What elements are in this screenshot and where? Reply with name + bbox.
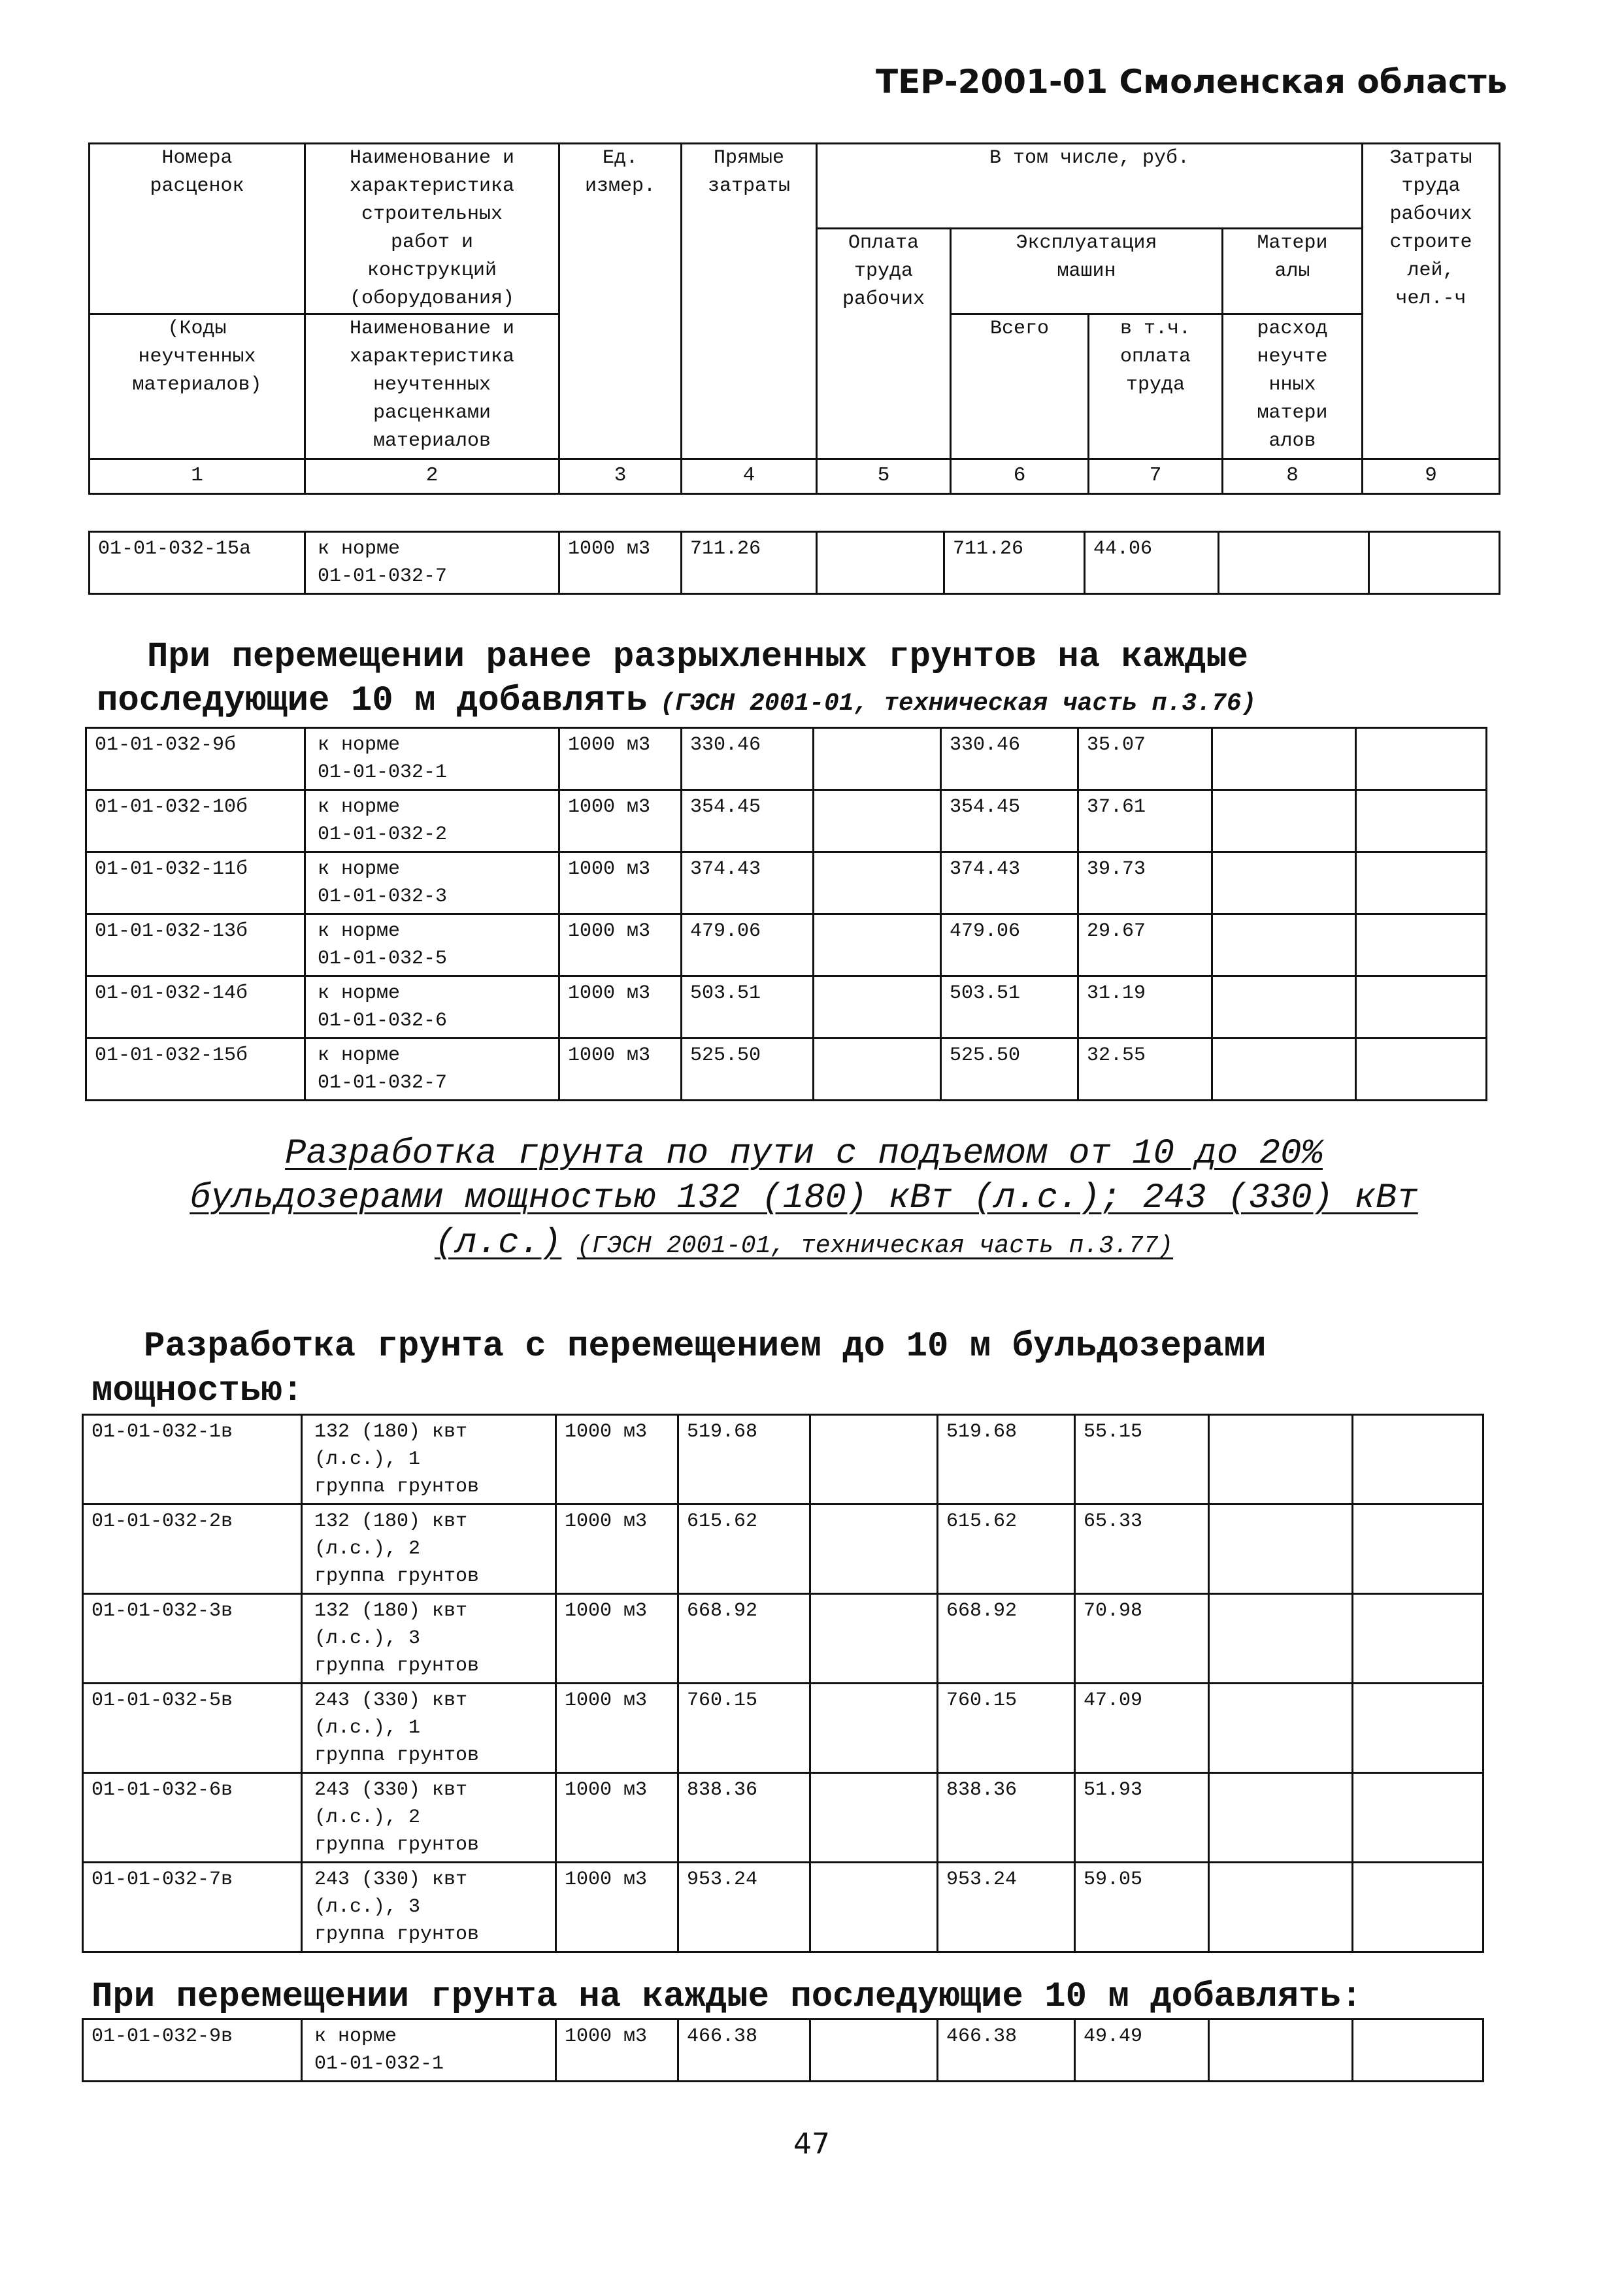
table-row — [83, 1773, 1483, 1863]
table-row — [86, 914, 1487, 976]
section1-heading-text: последующие 10 м добавлять — [97, 681, 648, 721]
rate-table-top — [88, 531, 1500, 595]
rate-hours — [1353, 1773, 1483, 1863]
rate-unit: 1000 м3 — [556, 1415, 678, 1504]
col-labor-header: Оплата труда рабочих — [817, 229, 951, 459]
rate-machines-cost: 374.43 — [941, 852, 1078, 914]
rate-name: 243 (330) квт (л.с.), 2 группа грунтов — [302, 1773, 556, 1863]
rate-code: 01-01-032-13б — [86, 914, 305, 976]
rate-machine-labor: 70.98 — [1075, 1594, 1209, 1684]
rate-labor-cost — [814, 790, 941, 852]
col-number: 3 — [559, 459, 682, 494]
rate-unit: 1000 м3 — [559, 976, 682, 1039]
rate-labor-cost — [810, 1415, 938, 1504]
rate-machines-cost: 838.36 — [938, 1773, 1075, 1863]
rate-name: к норме 01-01-032-7 — [305, 532, 559, 594]
section3-heading-line2: мощностью: — [91, 1371, 304, 1411]
rate-name: к норме 01-01-032-1 — [305, 728, 559, 790]
rate-direct-cost: 953.24 — [678, 1863, 810, 1952]
rate-machine-labor: 65.33 — [1075, 1504, 1209, 1594]
col-number: 1 — [90, 459, 305, 494]
rate-machine-labor: 47.09 — [1075, 1684, 1209, 1773]
rate-machine-labor: 49.49 — [1075, 2020, 1209, 2082]
rate-hours — [1356, 790, 1487, 852]
rate-unit: 1000 м3 — [556, 2020, 678, 2082]
document-title: ТЕР-2001-01 Смоленская область — [876, 63, 1508, 101]
page-number: 47 — [793, 2127, 830, 2161]
section2-title-line3 — [91, 1223, 1516, 1263]
rate-unit: 1000 м3 — [556, 1684, 678, 1773]
rate-hours — [1356, 1039, 1487, 1101]
rate-machines-cost: 668.92 — [938, 1594, 1075, 1684]
table-row — [86, 852, 1487, 914]
col-unit-header: Ед. измер. — [559, 144, 682, 459]
rate-code: 01-01-032-1в — [83, 1415, 302, 1504]
rate-machine-labor: 37.61 — [1078, 790, 1212, 852]
rate-code: 01-01-032-6в — [83, 1773, 302, 1863]
rate-unit: 1000 м3 — [559, 532, 682, 594]
rate-labor-cost — [810, 2020, 938, 2082]
rate-materials — [1219, 532, 1369, 594]
rate-hours — [1353, 1594, 1483, 1684]
col-material-usage-header: расход неучте нных матери алов — [1223, 314, 1363, 459]
col-number: 8 — [1223, 459, 1363, 494]
rate-hours — [1353, 1415, 1483, 1504]
rate-materials — [1212, 790, 1356, 852]
section2-title-units: (л.с.) — [434, 1223, 562, 1263]
rate-direct-cost: 525.50 — [682, 1039, 814, 1101]
table-row — [83, 2020, 1483, 2082]
rate-machine-labor: 55.15 — [1075, 1415, 1209, 1504]
rate-code: 01-01-032-10б — [86, 790, 305, 852]
rate-direct-cost: 519.68 — [678, 1415, 810, 1504]
rate-machines-cost: 354.45 — [941, 790, 1078, 852]
rate-hours — [1353, 2020, 1483, 2082]
rate-direct-cost: 354.45 — [682, 790, 814, 852]
col-machines-header: Эксплуатация машин — [951, 229, 1223, 314]
rate-machines-cost: 525.50 — [941, 1039, 1078, 1101]
rate-machine-labor: 31.19 — [1078, 976, 1212, 1039]
section1-heading-line2 — [97, 681, 1256, 721]
rate-machine-labor: 35.07 — [1078, 728, 1212, 790]
rate-machines-cost: 503.51 — [941, 976, 1078, 1039]
rate-machines-cost: 330.46 — [941, 728, 1078, 790]
rate-direct-cost: 615.62 — [678, 1504, 810, 1594]
table-row — [83, 1504, 1483, 1594]
rate-code: 01-01-032-11б — [86, 852, 305, 914]
rate-hours — [1353, 1863, 1483, 1952]
rate-machines-cost: 711.26 — [944, 532, 1085, 594]
rate-materials — [1209, 1504, 1353, 1594]
table-row — [83, 1684, 1483, 1773]
rate-code: 01-01-032-15а — [90, 532, 305, 594]
rate-labor-cost — [810, 1863, 938, 1952]
rate-name: к норме 01-01-032-2 — [305, 790, 559, 852]
rate-code: 01-01-032-3в — [83, 1594, 302, 1684]
col-number: 9 — [1363, 459, 1500, 494]
col-number: 6 — [951, 459, 1089, 494]
table-row — [86, 976, 1487, 1039]
rate-materials — [1212, 976, 1356, 1039]
col-unaccounted-codes-header: (Коды неучтенных материалов) — [90, 314, 305, 459]
rate-name: 132 (180) квт (л.с.), 2 группа грунтов — [302, 1504, 556, 1594]
col-number: 4 — [682, 459, 817, 494]
rate-machine-labor: 51.93 — [1075, 1773, 1209, 1863]
rate-labor-cost — [817, 532, 944, 594]
rate-labor-cost — [814, 852, 941, 914]
section2-title-line2: бульдозерами мощностью 132 (180) кВт (л.с.); 243 (330) кВт — [190, 1178, 1418, 1218]
rate-direct-cost: 330.46 — [682, 728, 814, 790]
rate-machines-cost: 466.38 — [938, 2020, 1075, 2082]
rate-unit: 1000 м3 — [556, 1863, 678, 1952]
table-row — [86, 790, 1487, 852]
rate-labor-cost — [810, 1504, 938, 1594]
rate-hours — [1356, 728, 1487, 790]
rate-machine-labor: 59.05 — [1075, 1863, 1209, 1952]
section1-reference: (ГЭСН 2001-01, техническая часть п.3.76) — [660, 690, 1257, 718]
col-machine-labor-header: в т.ч. оплата труда — [1089, 314, 1223, 459]
rate-materials — [1212, 728, 1356, 790]
rate-table-section1 — [85, 727, 1487, 1101]
section3-heading-line1: Разработка грунта с перемещением до 10 м бульдозерами — [144, 1327, 1267, 1367]
rate-machines-cost: 953.24 — [938, 1863, 1075, 1952]
rate-materials — [1212, 852, 1356, 914]
rate-materials — [1209, 1684, 1353, 1773]
section2-title-line1: Разработка грунта по пути с подъемом от 10 до 20% — [285, 1134, 1323, 1174]
rate-name: 243 (330) квт (л.с.), 3 группа грунтов — [302, 1863, 556, 1952]
rate-materials — [1209, 1594, 1353, 1684]
col-number: 7 — [1089, 459, 1223, 494]
col-number: 2 — [305, 459, 559, 494]
col-codes-header: Номера расценок — [90, 144, 305, 314]
rate-name: к норме 01-01-032-1 — [302, 2020, 556, 2082]
rate-labor-cost — [814, 976, 941, 1039]
rate-unit: 1000 м3 — [556, 1773, 678, 1863]
table-row — [86, 1039, 1487, 1101]
rate-materials — [1209, 1415, 1353, 1504]
section2-reference: (ГЭСН 2001-01, техническая часть п.3.77) — [576, 1232, 1174, 1260]
rate-hours — [1356, 976, 1487, 1039]
rate-code: 01-01-032-9в — [83, 2020, 302, 2082]
rate-code: 01-01-032-2в — [83, 1504, 302, 1594]
rate-unit: 1000 м3 — [559, 728, 682, 790]
rate-machine-labor: 32.55 — [1078, 1039, 1212, 1101]
rate-materials — [1212, 1039, 1356, 1101]
rate-unit: 1000 м3 — [559, 790, 682, 852]
rate-code: 01-01-032-7в — [83, 1863, 302, 1952]
rate-hours — [1353, 1504, 1483, 1594]
rate-materials — [1209, 2020, 1353, 2082]
rate-machines-cost: 519.68 — [938, 1415, 1075, 1504]
rate-hours — [1369, 532, 1500, 594]
table-row — [86, 728, 1487, 790]
rate-unit: 1000 м3 — [559, 1039, 682, 1101]
section4-heading: При перемещении грунта на каждые последующие 10 м добавлять: — [91, 1977, 1363, 2017]
rate-direct-cost: 760.15 — [678, 1684, 810, 1773]
rate-name: к норме 01-01-032-3 — [305, 852, 559, 914]
rate-materials — [1212, 914, 1356, 976]
rate-code: 01-01-032-15б — [86, 1039, 305, 1101]
rate-hours — [1353, 1684, 1483, 1773]
col-group-header: В том числе, руб. — [817, 144, 1363, 229]
rate-name: 132 (180) квт (л.с.), 1 группа грунтов — [302, 1415, 556, 1504]
col-hours-header: Затраты труда рабочих строите лей, чел.-ч — [1363, 144, 1500, 459]
rate-labor-cost — [814, 728, 941, 790]
rate-hours — [1356, 852, 1487, 914]
rate-name: к норме 01-01-032-5 — [305, 914, 559, 976]
rate-labor-cost — [810, 1773, 938, 1863]
rate-code: 01-01-032-5в — [83, 1684, 302, 1773]
rate-direct-cost: 374.43 — [682, 852, 814, 914]
col-direct-header: Прямые затраты — [682, 144, 817, 459]
table-row — [83, 1863, 1483, 1952]
rate-direct-cost: 503.51 — [682, 976, 814, 1039]
rate-code: 01-01-032-14б — [86, 976, 305, 1039]
rate-machines-cost: 615.62 — [938, 1504, 1075, 1594]
rate-machine-labor: 44.06 — [1085, 532, 1219, 594]
rate-name: 132 (180) квт (л.с.), 3 группа грунтов — [302, 1594, 556, 1684]
rate-name: 243 (330) квт (л.с.), 1 группа грунтов — [302, 1684, 556, 1773]
column-header-table — [88, 142, 1500, 495]
rate-unit: 1000 м3 — [559, 914, 682, 976]
col-materials-header: Матери алы — [1223, 229, 1363, 314]
rate-machines-cost: 760.15 — [938, 1684, 1075, 1773]
table-row — [83, 1594, 1483, 1684]
rate-direct-cost: 711.26 — [682, 532, 817, 594]
rate-labor-cost — [814, 1039, 941, 1101]
col-unaccounted-name-header: Наименование и характеристика неучтенных расценками материалов — [305, 314, 559, 459]
rate-direct-cost: 838.36 — [678, 1773, 810, 1863]
rate-name: к норме 01-01-032-6 — [305, 976, 559, 1039]
rate-labor-cost — [810, 1684, 938, 1773]
rate-unit: 1000 м3 — [556, 1504, 678, 1594]
col-name-header: Наименование и характеристика строительных работ и конструкций (оборудования) — [305, 144, 559, 314]
col-number: 5 — [817, 459, 951, 494]
rate-direct-cost: 668.92 — [678, 1594, 810, 1684]
rate-code: 01-01-032-9б — [86, 728, 305, 790]
table-row — [90, 532, 1500, 594]
rate-unit: 1000 м3 — [556, 1594, 678, 1684]
table-row — [83, 1415, 1483, 1504]
rate-table-section3 — [82, 1414, 1484, 1953]
rate-hours — [1356, 914, 1487, 976]
rate-table-section4 — [82, 2018, 1484, 2082]
rate-machine-labor: 29.67 — [1078, 914, 1212, 976]
rate-machine-labor: 39.73 — [1078, 852, 1212, 914]
rate-direct-cost: 466.38 — [678, 2020, 810, 2082]
section1-heading-line1: При перемещении ранее разрыхленных грунтов на каждые — [147, 637, 1249, 677]
rate-labor-cost — [814, 914, 941, 976]
rate-unit: 1000 м3 — [559, 852, 682, 914]
rate-machines-cost: 479.06 — [941, 914, 1078, 976]
rate-direct-cost: 479.06 — [682, 914, 814, 976]
rate-materials — [1209, 1863, 1353, 1952]
rate-materials — [1209, 1773, 1353, 1863]
rate-name: к норме 01-01-032-7 — [305, 1039, 559, 1101]
col-machines-total-header: Всего — [951, 314, 1089, 459]
rate-labor-cost — [810, 1594, 938, 1684]
